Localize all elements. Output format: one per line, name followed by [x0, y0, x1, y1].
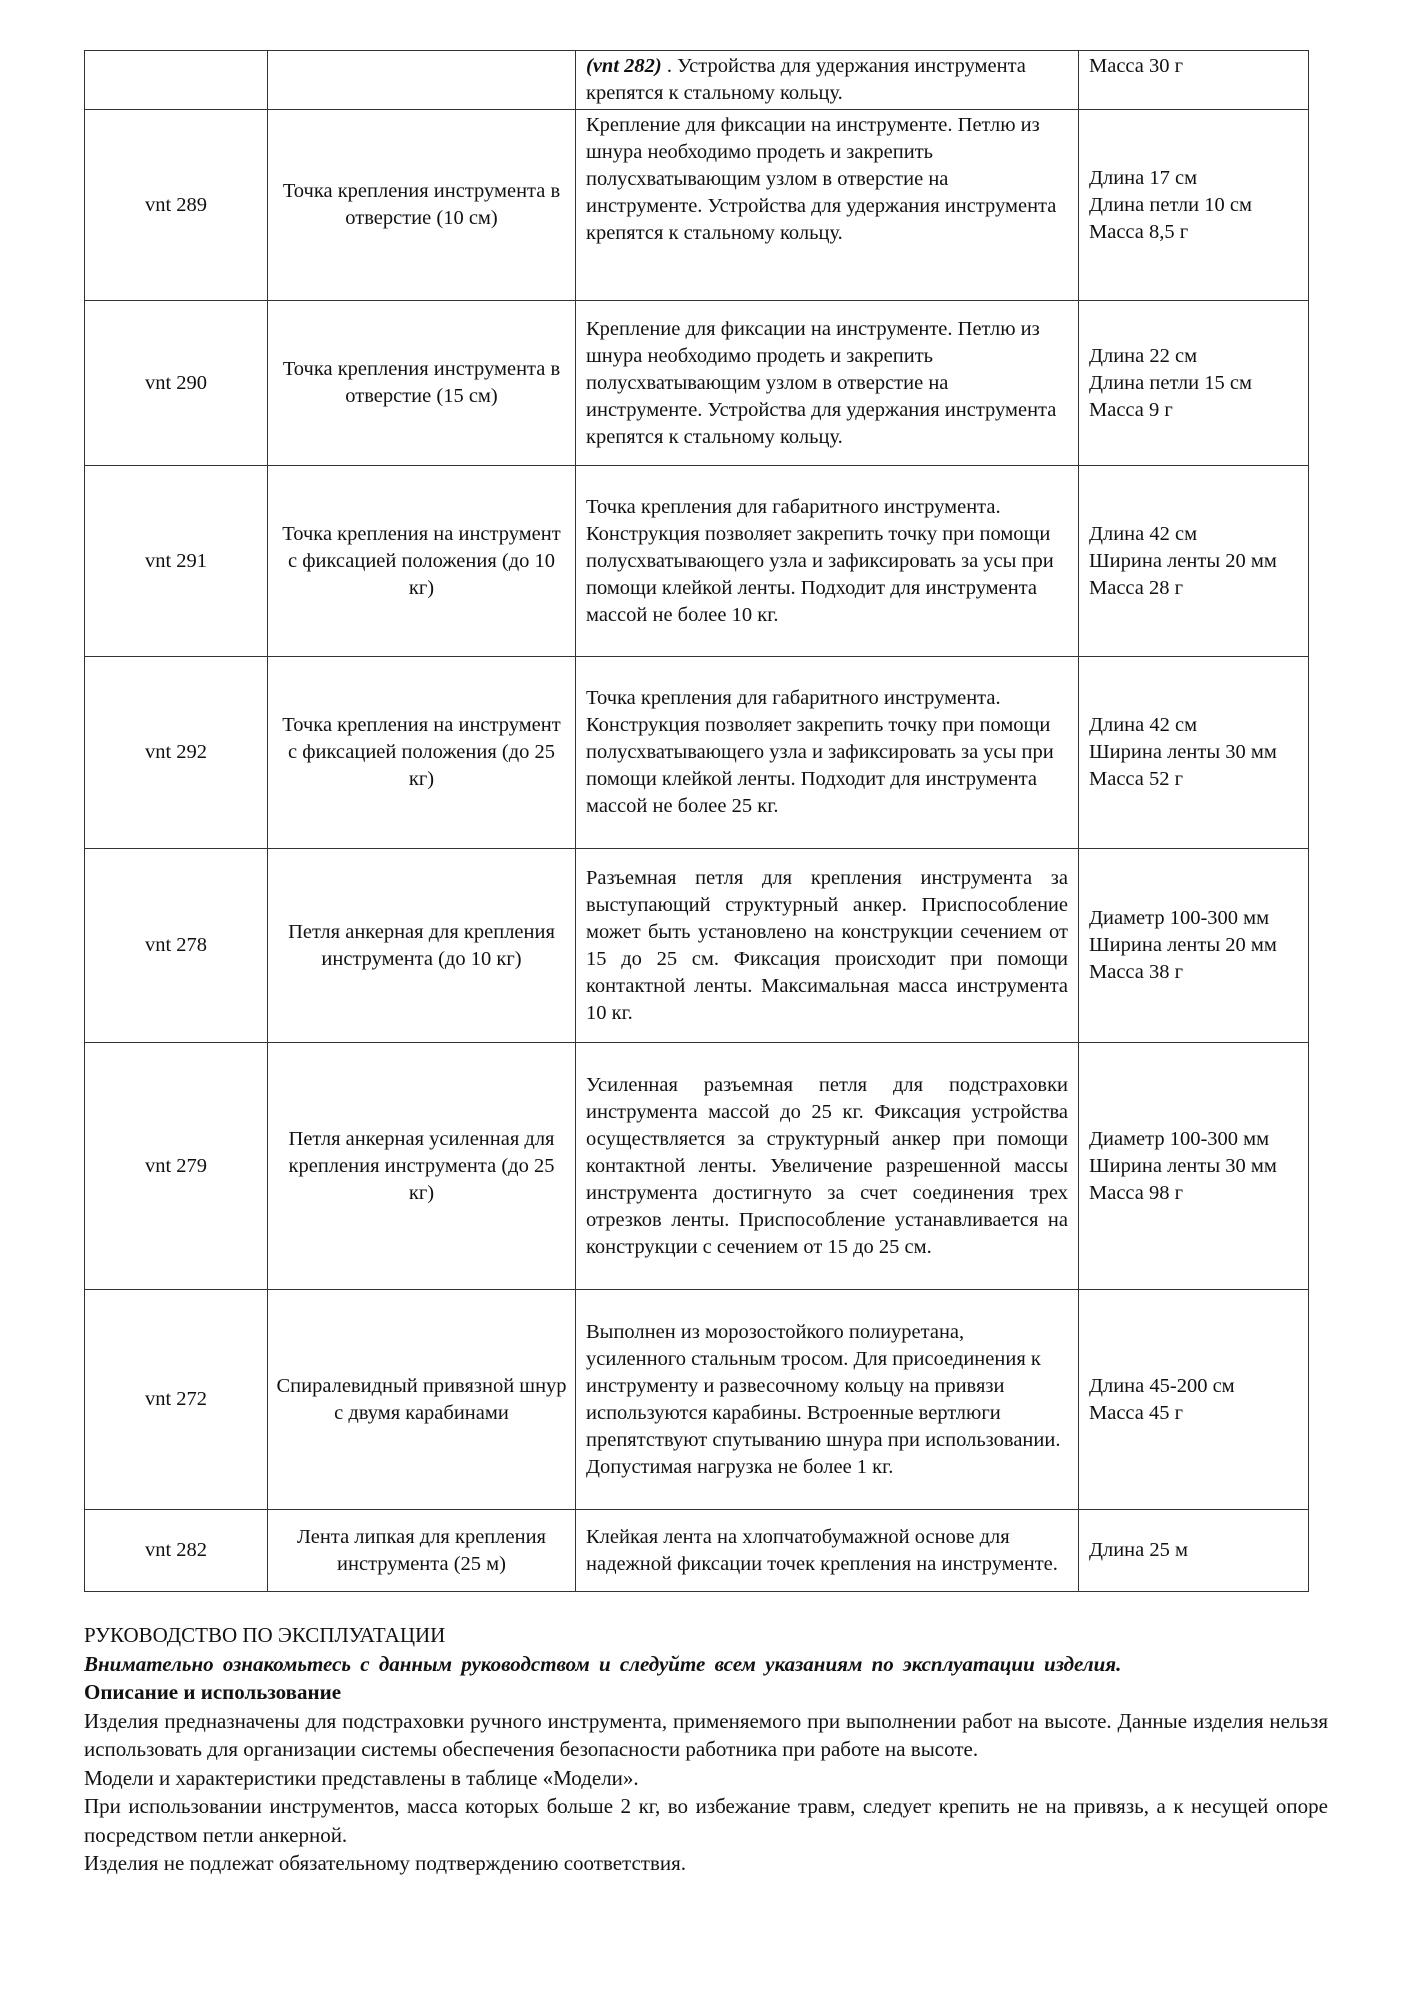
model-description-text: . Устройства для удержания инструмента крепятся к стальному кольцу.	[586, 55, 1026, 104]
model-code: vnt 272	[85, 1290, 268, 1510]
table-row	[85, 51, 1309, 110]
spec-line: Диаметр 100-300 мм	[1089, 1127, 1270, 1150]
spec-line: Длина петли 15 см	[1089, 371, 1252, 394]
model-name	[268, 51, 576, 110]
model-code: vnt 290	[85, 301, 268, 466]
spec-line: Ширина ленты 30 мм	[1089, 741, 1277, 763]
model-description: Крепление для фиксации на инструменте. Петлю из шнура необходимо продеть и закрепить полусхватывающим узлом в отверстие на инструменте. Устройства для удержания инструмента крепятся к стальному кольцу.	[576, 301, 1079, 466]
section-title: Описание и использование	[84, 1680, 342, 1704]
spec-line: Длина 42 см	[1089, 522, 1198, 545]
model-specs	[1079, 849, 1309, 1043]
model-specs	[1079, 466, 1309, 657]
spec-line: Масса 98 г	[1089, 1181, 1184, 1204]
model-description: Усиленная разъемная петля для подстраховки инструмента массой до 25 кг. Фиксация устройства осуществляется за структурный анкер при помощи контактной ленты. Увеличение разрешенной массы инструмента достигнуто за счет соединения трех отрезков ленты. Приспособление устанавливается на конструкции с сечением от 15 до 25 см.	[576, 1043, 1079, 1290]
spec-line: Масса 9 г	[1089, 398, 1173, 421]
model-specs	[1079, 301, 1309, 466]
model-description	[576, 51, 1079, 110]
model-specs	[1079, 1510, 1309, 1592]
table-row	[85, 301, 1309, 466]
spec-line: Длина 42 см	[1089, 714, 1198, 736]
table-row	[85, 1043, 1309, 1290]
model-code	[85, 51, 268, 110]
model-code: vnt 291	[85, 466, 268, 657]
spec-line: Масса 30 г	[1089, 55, 1184, 77]
model-name: Спиралевидный привязной шнур с двумя карабинами	[268, 1290, 576, 1510]
spec-line: Масса 45 г	[1089, 1401, 1184, 1424]
spec-line: Масса 8,5 г	[1089, 220, 1189, 243]
model-specs	[1079, 657, 1309, 849]
model-description: Точка крепления для габаритного инструмента. Конструкция позволяет закрепить точку при помощи полусхватывающего узла и зафиксировать за усы при помощи клейкой ленты. Подходит для инструмента массой не более 10 кг.	[576, 466, 1079, 657]
spec-line: Масса 38 г	[1089, 961, 1184, 983]
models-table	[84, 50, 1309, 1592]
table-row	[85, 657, 1309, 849]
manual-warning: Внимательно ознакомьтесь с данным руководством и следуйте всем указаниям по эксплуатации изделия.	[84, 1651, 1122, 1676]
spec-line: Диаметр 100-300 мм	[1089, 907, 1270, 929]
model-code: vnt 282	[85, 1510, 268, 1592]
manual-paragraph: Модели и характеристики представлены в таблице «Модели».	[84, 1765, 639, 1790]
spec-line: Длина 45-200 см	[1089, 1374, 1235, 1397]
manual-paragraph: Изделия не подлежат обязательному подтверждению соответствия.	[84, 1851, 687, 1875]
model-reference: (vnt 282)	[586, 55, 662, 77]
spec-line: Длина 17 см	[1089, 166, 1198, 189]
table-row	[85, 849, 1309, 1043]
table-row	[85, 1290, 1309, 1510]
model-code: vnt 278	[85, 849, 268, 1043]
table-row	[85, 1510, 1309, 1592]
model-name: Точка крепления на инструмент с фиксацией положения (до 25 кг)	[268, 657, 576, 849]
spec-line: Длина 22 см	[1089, 344, 1198, 367]
model-name: Точка крепления инструмента в отверстие (10 см)	[268, 110, 576, 301]
model-description: Клейкая лента на хлопчатобумажной основе для надежной фиксации точек крепления на инструменте.	[576, 1510, 1079, 1592]
model-specs	[1079, 1290, 1309, 1510]
model-name: Точка крепления инструмента в отверстие (15 см)	[268, 301, 576, 466]
model-name: Петля анкерная усиленная для крепления инструмента (до 25 кг)	[268, 1043, 576, 1290]
manual-paragraph: При использовании инструментов, масса которых больше 2 кг, во избежание травм, следует крепить не на привязь, а к несущей опоре посредством петли анкерной.	[84, 1794, 1328, 1847]
model-code: vnt 292	[85, 657, 268, 849]
spec-line: Длина петли 10 см	[1089, 193, 1252, 216]
manual-paragraph: Изделия предназначены для подстраховки ручного инструмента, применяемого при выполнении работ на высоте. Данные изделия нельзя использовать для организации системы обеспечения безопасности работника при работе на высоте.	[84, 1708, 1328, 1761]
model-code: vnt 289	[85, 110, 268, 301]
model-code: vnt 279	[85, 1043, 268, 1290]
manual-heading: РУКОВОДСТВО ПО ЭКСПЛУАТАЦИИ	[84, 1623, 446, 1647]
model-description: Выполнен из морозостойкого полиуретана, усиленного стальным тросом. Для присоединения к инструменту и развесочному кольцу на привязи используются карабины. Встроенные вертлюги препятствуют спутыванию шнура при использовании. Допустимая нагрузка не более 1 кг.	[576, 1290, 1079, 1510]
spec-line: Длина 25 м	[1089, 1539, 1188, 1561]
model-specs	[1079, 1043, 1309, 1290]
model-description: Крепление для фиксации на инструменте. Петлю из шнура необходимо продеть и закрепить полусхватывающим узлом в отверстие на инструменте. Устройства для удержания инструмента крепятся к стальному кольцу.	[576, 110, 1079, 301]
spec-line: Масса 28 г	[1089, 576, 1184, 599]
spec-line: Ширина ленты 20 мм	[1089, 934, 1277, 956]
spec-line: Ширина ленты 30 мм	[1089, 1154, 1277, 1177]
spec-line: Ширина ленты 20 мм	[1089, 549, 1277, 572]
table-row	[85, 466, 1309, 657]
table-row	[85, 110, 1309, 301]
model-name: Точка крепления на инструмент с фиксацией положения (до 10 кг)	[268, 466, 576, 657]
spec-line: Масса 52 г	[1089, 768, 1184, 790]
model-name: Лента липкая для крепления инструмента (25 м)	[268, 1510, 576, 1592]
model-description: Точка крепления для габаритного инструмента. Конструкция позволяет закрепить точку при помощи полусхватывающего узла и зафиксировать за усы при помощи клейкой ленты. Подходит для инструмента массой не более 25 кг.	[576, 657, 1079, 849]
model-description: Разъемная петля для крепления инструмента за выступающий структурный анкер. Приспособление может быть установлено на конструкции сечением от 15 до 25 см. Фиксация происходит при помощи контактной ленты. Максимальная масса инструмента 10 кг.	[576, 849, 1079, 1043]
model-name: Петля анкерная для крепления инструмента (до 10 кг)	[268, 849, 576, 1043]
operation-manual	[84, 1621, 1328, 1878]
model-specs	[1079, 110, 1309, 301]
model-specs	[1079, 51, 1309, 110]
